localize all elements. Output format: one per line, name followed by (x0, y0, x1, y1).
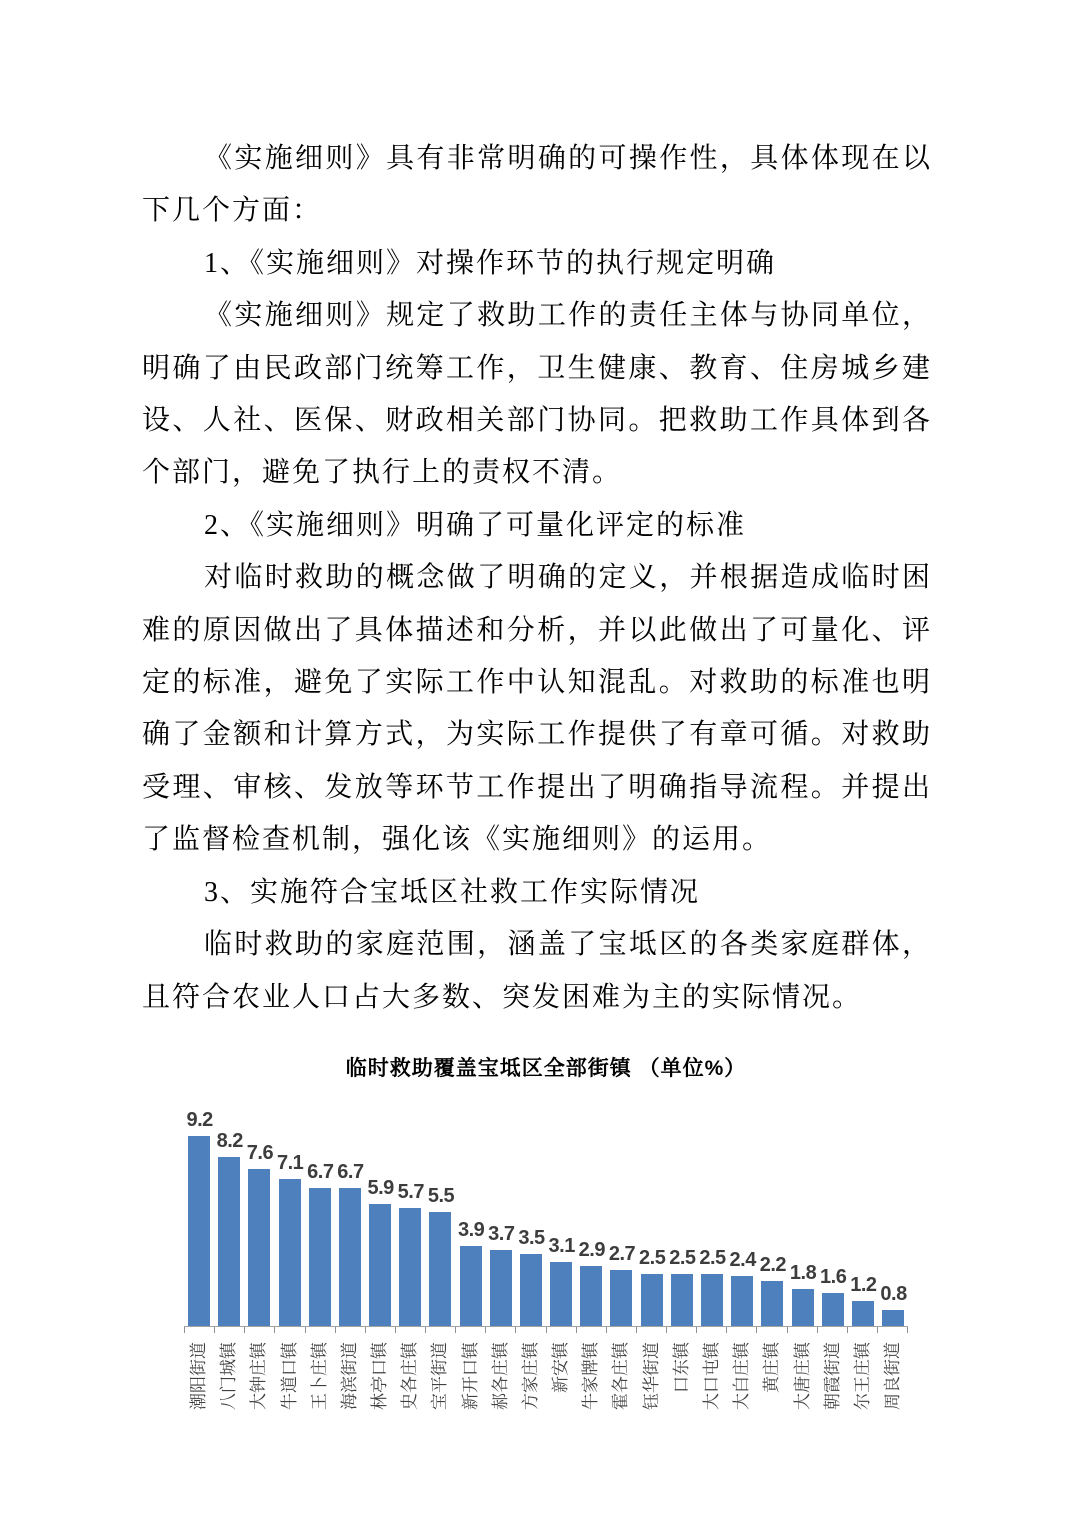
bar-value-label: 2.4 (729, 1249, 756, 1272)
x-axis-label: 史各庄镇 (400, 1342, 420, 1410)
x-axis-label: 黄庄镇 (762, 1342, 782, 1393)
x-axis-label: 牛道口镇 (279, 1342, 299, 1410)
bar-slot (697, 1136, 727, 1326)
bar-value-label: 2.2 (759, 1253, 787, 1276)
x-axis-label: 牛家牌镇 (581, 1342, 601, 1410)
bar-slot (787, 1136, 817, 1326)
x-label-cell (365, 1333, 395, 1443)
x-axis-label: 新开口镇 (460, 1342, 480, 1410)
x-label-cell (335, 1333, 365, 1443)
paragraph: 《实施细则》具有非常明确的可操作性，具体体现在以下几个方面： (142, 143, 932, 227)
bar (580, 1266, 602, 1326)
bar-slot (365, 1136, 395, 1326)
bar-value-label: 0.8 (880, 1282, 907, 1305)
x-axis-label: 霍各庄镇 (611, 1342, 631, 1410)
bar-value-label: 5.9 (367, 1177, 394, 1200)
x-axis-label: 八门城镇 (219, 1342, 239, 1410)
bar-value-label: 8.2 (216, 1129, 243, 1152)
x-axis-label: 大白庄镇 (732, 1342, 752, 1410)
bar (218, 1157, 240, 1326)
bar (490, 1250, 512, 1326)
x-label-cell (576, 1333, 606, 1443)
x-axis-label: 海滨街道 (339, 1342, 359, 1410)
x-label-cell (787, 1333, 817, 1443)
x-label-cell (878, 1333, 908, 1443)
bar-slot (637, 1136, 667, 1326)
paragraph: 2、《实施细则》明确了可量化评定的标准 (204, 509, 747, 541)
x-axis-label: 口东镇 (671, 1342, 691, 1393)
bar-value-label: 7.6 (246, 1142, 274, 1164)
x-axis-label: 潮阳街道 (189, 1342, 209, 1410)
bar-value-label: 1.6 (820, 1266, 847, 1288)
bar (279, 1179, 301, 1326)
bar-slot (576, 1136, 606, 1326)
bar-slot (546, 1136, 576, 1326)
bar-value-label: 3.1 (548, 1235, 575, 1257)
bar (188, 1136, 210, 1326)
bar (460, 1246, 482, 1327)
x-axis-label: 宝平街道 (430, 1342, 450, 1410)
x-label-cell (425, 1333, 455, 1443)
x-label-cell (184, 1333, 214, 1443)
bar (369, 1204, 391, 1326)
paragraph: 3、实施符合宝坻区社救工作实际情况 (204, 876, 701, 908)
x-label-cell (395, 1333, 425, 1443)
x-label-cell (516, 1333, 546, 1443)
x-label-cell (214, 1333, 244, 1443)
x-label-cell (727, 1333, 757, 1443)
x-label-cell (667, 1333, 697, 1443)
bar (399, 1208, 421, 1326)
bar-chart (184, 1054, 908, 1443)
document-body (142, 133, 932, 1024)
x-label-cell (546, 1333, 576, 1443)
bar (731, 1276, 753, 1326)
x-label-cell (456, 1333, 486, 1443)
bar-value-label: 6.7 (307, 1160, 334, 1183)
bar-value-label: 9.2 (186, 1109, 213, 1131)
bar-slot (848, 1136, 878, 1326)
bar-value-label: 2.5 (639, 1247, 666, 1270)
bar-slot (305, 1136, 335, 1326)
chart-plot-area (184, 1109, 908, 1327)
x-axis-label: 尔王庄镇 (852, 1342, 872, 1410)
bar (671, 1274, 693, 1326)
chart-title: 临时救助覆盖宝坻区全部街镇 （单位%） (345, 1057, 747, 1080)
x-axis-label: 王卜庄镇 (309, 1342, 329, 1410)
bar (610, 1270, 632, 1326)
bar-value-label: 1.2 (850, 1274, 877, 1297)
x-label-cell (486, 1333, 516, 1443)
bar-slot (727, 1136, 757, 1326)
x-label-cell (606, 1333, 636, 1443)
x-axis-label: 朝霞街道 (822, 1342, 842, 1410)
bar-value-label: 2.5 (669, 1247, 696, 1270)
bar (761, 1281, 783, 1326)
x-label-cell (757, 1333, 787, 1443)
x-label-cell (818, 1333, 848, 1443)
bar-value-label: 3.9 (457, 1218, 485, 1241)
bar-slot (757, 1136, 787, 1326)
paragraph: 1、《实施细则》对操作环节的执行规定明确 (204, 247, 777, 279)
bar-slot (818, 1136, 848, 1326)
bar (852, 1301, 874, 1326)
bar-value-label: 3.5 (518, 1226, 545, 1249)
bar-slot (878, 1136, 908, 1326)
bar-slot (184, 1109, 214, 1326)
x-label-cell (275, 1333, 305, 1443)
bar (520, 1254, 542, 1326)
bar-slot (486, 1136, 516, 1326)
bar-slot (335, 1136, 365, 1326)
paragraph: 对临时救助的概念做了明确的定义，并根据造成临时困难的原因做出了具体描述和分析，并以此做出了可量化、评定的标准，避免了实际工作中认知混乱。对救助的标准也明确了金额和计算方式，为实际工作提供了有章可循。对救助受理、审核、发放等环节工作提出了明确指导流程。并提出了监督检查机制，强化该《实施细则》的运用。 (142, 562, 932, 856)
bar-slot (395, 1136, 425, 1326)
bar (882, 1310, 904, 1327)
bar (641, 1274, 663, 1326)
bar-slot (244, 1136, 274, 1326)
bar (550, 1262, 572, 1326)
paragraph: 临时救助的家庭范围，涵盖了宝坻区的各类家庭群体，且符合农业人口占大多数、突发困难为主的实际情况。 (142, 929, 932, 1013)
bar (248, 1169, 270, 1326)
x-axis-label: 方家庄镇 (520, 1342, 540, 1410)
x-axis-labels (184, 1333, 908, 1443)
x-axis-label: 钰华街道 (641, 1342, 661, 1410)
bar-slot (606, 1136, 636, 1326)
bar (792, 1289, 814, 1326)
x-axis-label: 大钟庄镇 (249, 1342, 269, 1410)
bar-slot (456, 1136, 486, 1326)
bar-value-label: 2.7 (608, 1243, 636, 1266)
x-label-cell (848, 1333, 878, 1443)
x-axis-label: 林亭口镇 (370, 1342, 390, 1410)
bar-value-label: 2.5 (699, 1247, 726, 1270)
x-axis-label: 新安镇 (551, 1342, 571, 1393)
bar-slot (275, 1136, 305, 1326)
x-axis-label: 大口屯镇 (702, 1342, 721, 1410)
paragraph: 《实施细则》规定了救助工作的责任主体与协同单位，明确了由民政部门统筹工作，卫生健康、教育、住房城乡建设、人社、医保、财政相关部门协同。把救助工作具体到各个部门，避免了执行上的责权不清。 (142, 300, 932, 489)
bar-value-label: 2.9 (578, 1239, 605, 1262)
x-axis-label: 郝各庄镇 (490, 1342, 510, 1410)
bar (429, 1212, 451, 1326)
bar-slot (425, 1136, 455, 1326)
bar-value-label: 5.5 (427, 1185, 455, 1208)
bar-value-label: 1.8 (789, 1261, 817, 1284)
x-label-cell (244, 1333, 274, 1443)
x-label-cell (305, 1333, 335, 1443)
bar (309, 1188, 331, 1326)
bar-slot (667, 1136, 697, 1326)
bar (822, 1293, 844, 1326)
bar-value-label: 5.7 (397, 1181, 424, 1204)
x-label-cell (697, 1333, 727, 1443)
bar (339, 1188, 361, 1326)
bar-value-label: 6.7 (337, 1160, 364, 1183)
x-axis-label: 周良街道 (883, 1342, 903, 1410)
x-label-cell (637, 1333, 667, 1443)
bar-value-label: 3.7 (488, 1222, 515, 1245)
bar-slot (214, 1129, 244, 1326)
bar-slot (516, 1136, 546, 1326)
bar-value-label: 7.1 (276, 1152, 304, 1175)
bar (701, 1274, 723, 1326)
x-axis-label: 大唐庄镇 (792, 1342, 812, 1410)
